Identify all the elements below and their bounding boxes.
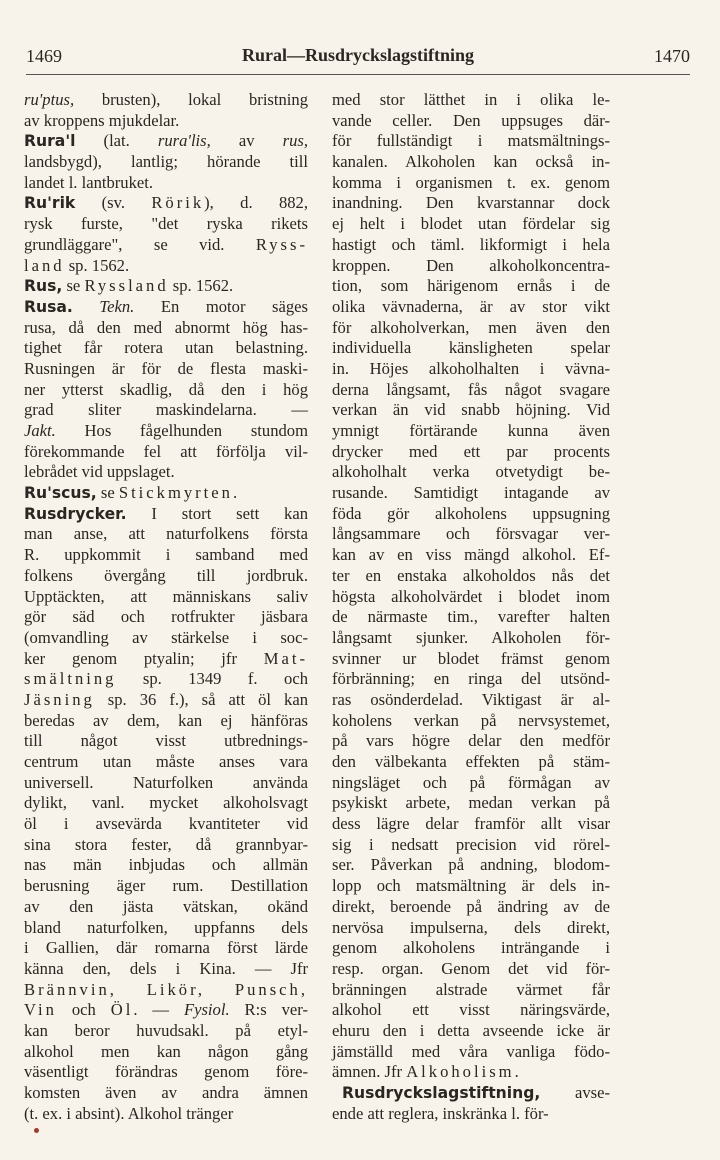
text-line xyxy=(24,297,308,318)
text-line xyxy=(24,214,308,235)
text-segment: landsbygd), lantlig; hörande till xyxy=(24,152,308,172)
text-line xyxy=(24,1042,308,1063)
text-line xyxy=(24,773,308,794)
text-line xyxy=(332,731,610,752)
text-segment: berusning äger rum. Destillation xyxy=(24,876,308,896)
text-segment: alkohol ett visst näringsvärde, xyxy=(332,1000,610,1020)
text-segment: universell. Naturfolken använda xyxy=(24,772,308,792)
text-segment: dylikt, vanl. mycket alkoholsvagt xyxy=(24,793,308,813)
text-segment: högsta alkoholvärdet i blodet inom xyxy=(332,586,610,606)
text-line xyxy=(24,442,308,463)
text-segment: vande celler. Den uppsuges där- xyxy=(332,110,610,130)
text-line xyxy=(332,524,610,545)
text-line xyxy=(332,649,610,670)
text-line xyxy=(332,1021,610,1042)
text-line xyxy=(24,752,308,773)
text-segment: centrum utan måste anses vara xyxy=(24,752,308,771)
ink-dot xyxy=(34,1128,39,1133)
text-segment: väsentligt förändras genom före- xyxy=(24,1062,308,1082)
text-line xyxy=(24,380,308,401)
text-line xyxy=(24,359,308,380)
text-line xyxy=(24,628,308,649)
text-segment: . — xyxy=(133,1000,184,1020)
left-column xyxy=(24,90,308,1124)
text-line xyxy=(24,876,308,897)
text-segment: ru'ptus, xyxy=(24,90,75,109)
text-line xyxy=(332,1083,610,1104)
text-line xyxy=(24,980,308,1001)
text-line xyxy=(332,297,610,318)
text-segment: brusten), lokal bristning xyxy=(74,90,308,109)
text-line xyxy=(24,855,308,876)
text-line xyxy=(332,1062,610,1083)
text-line xyxy=(24,690,308,711)
text-segment: av den jästa vätskan, okänd xyxy=(24,896,308,916)
text-line xyxy=(24,814,308,835)
text-line xyxy=(332,628,610,649)
text-line xyxy=(24,607,308,628)
text-line xyxy=(332,173,610,194)
text-segment: tighet får rotera utan belastning. xyxy=(24,338,308,358)
text-line xyxy=(332,711,610,732)
text-line xyxy=(332,607,610,628)
text-line xyxy=(24,400,308,421)
text-segment: långsammare och försvagar ver- xyxy=(332,524,610,544)
text-line xyxy=(24,1083,308,1104)
text-line xyxy=(24,338,308,359)
text-segment: öl i avsevärda kvantiteter vid xyxy=(24,814,308,834)
text-line xyxy=(332,380,610,401)
text-segment: Vin xyxy=(24,1000,57,1020)
text-segment: de närmaste tim., varefter halten xyxy=(332,607,610,627)
text-segment: (lat. xyxy=(75,131,158,151)
text-segment: Hos fågelhunden stundom xyxy=(55,421,308,440)
entry-headword: Rusdrycker. xyxy=(24,504,127,523)
text-segment: psykiskt arbete, medan verkan på xyxy=(332,793,610,813)
entry-headword: Rus, xyxy=(24,277,63,296)
text-segment: nervösa impulserna, dels direkt, xyxy=(332,917,610,937)
text-segment: verkan än vid snabb höjning. Vid xyxy=(332,400,610,420)
text-segment: den välbekanta effekten på stäm- xyxy=(332,752,610,771)
text-line xyxy=(24,131,308,152)
text-line xyxy=(332,504,610,525)
text-segment: Upptäckten, att människans saliv xyxy=(24,586,308,606)
text-line xyxy=(332,918,610,939)
text-segment: Rörik xyxy=(151,193,205,213)
text-line xyxy=(332,235,610,256)
text-line xyxy=(332,855,610,876)
text-segment: dess lägre delar framför allt visar xyxy=(332,814,610,834)
text-segment: föda gör alkoholens uppsugning xyxy=(332,503,610,523)
text-line xyxy=(332,318,610,339)
text-segment: kan beror huvudsakl. på etyl- xyxy=(24,1020,308,1040)
text-segment: komma i organismen t. ex. genom xyxy=(332,172,610,192)
text-segment: Brännvin, Likör, Punsch, xyxy=(24,979,308,999)
running-title: Rural—Rusdryckslagstiftning xyxy=(241,45,475,65)
entry-headword: Rusdryckslagstiftning, xyxy=(342,1084,541,1102)
text-line xyxy=(332,669,610,690)
text-line xyxy=(24,897,308,918)
text-line xyxy=(24,587,308,608)
text-segment: hastigt och täml. likformigt i hela xyxy=(332,234,610,254)
text-line xyxy=(24,1104,308,1125)
text-line xyxy=(24,462,308,483)
text-line xyxy=(332,814,610,835)
text-segment: drycker med ett par procents xyxy=(332,441,610,461)
text-segment: grundläggare", se vid. xyxy=(24,234,256,254)
text-segment: ser. Påverkan på andning, blodom- xyxy=(332,855,610,875)
text-line xyxy=(24,566,308,587)
text-segment: rysk furste, "det ryska rikets xyxy=(24,214,308,234)
text-line xyxy=(332,152,610,173)
text-line xyxy=(24,649,308,670)
text-line xyxy=(332,256,610,277)
text-line xyxy=(24,90,308,111)
text-segment: koholens verkan på nervsystemet, xyxy=(332,710,610,730)
text-segment: ras osönderdelad. Viktigast är al- xyxy=(332,689,610,709)
text-segment: av kroppens mjukdelar. xyxy=(24,110,180,130)
text-segment: ker genom ptyalin; jfr xyxy=(24,648,264,668)
text-line xyxy=(24,504,308,525)
text-line xyxy=(24,1000,308,1021)
text-line xyxy=(332,359,610,380)
text-segment: ningsläget och på förmågan av xyxy=(332,772,610,792)
text-line xyxy=(332,276,610,297)
text-line xyxy=(24,835,308,856)
text-line xyxy=(332,959,610,980)
text-line xyxy=(332,690,610,711)
text-line xyxy=(332,111,610,132)
text-segment: smältning xyxy=(24,669,117,689)
text-segment: Jakt. xyxy=(24,421,56,440)
text-line xyxy=(332,90,610,111)
text-line xyxy=(332,897,610,918)
text-line xyxy=(332,566,610,587)
text-segment: långsamt sjunker. Alkoholen för- xyxy=(332,627,610,647)
text-segment: land xyxy=(24,255,65,275)
right-column xyxy=(332,90,610,1124)
text-segment: sig i nedsatt precision vid rörel- xyxy=(332,834,610,854)
entry-headword: Rura'l xyxy=(24,132,76,151)
text-line xyxy=(24,669,308,690)
text-line xyxy=(24,483,308,504)
text-line xyxy=(24,793,308,814)
text-line xyxy=(332,483,610,504)
text-line xyxy=(24,711,308,732)
text-line xyxy=(24,193,308,214)
text-line xyxy=(24,256,308,277)
text-line xyxy=(24,731,308,752)
text-line xyxy=(332,1104,610,1125)
text-line xyxy=(332,980,610,1001)
text-line xyxy=(332,1000,610,1021)
text-segment: man anse, att naturfolkens första xyxy=(24,524,308,544)
text-segment: genom alkoholens inträngande i xyxy=(332,938,610,958)
text-line xyxy=(332,773,610,794)
text-segment: förbränning; en ringa del utsönd- xyxy=(332,669,610,689)
text-segment: in. Höjes alkoholhalten i vävna- xyxy=(332,358,610,378)
text-segment: komsten även av andra ämnen xyxy=(24,1083,308,1102)
text-segment: Stickmyrten xyxy=(118,483,233,503)
text-segment: på vars högre delar den medför xyxy=(332,731,610,751)
text-segment: ), d. 882, xyxy=(204,193,308,213)
text-line xyxy=(24,152,308,173)
text-segment: grad sliter maskindelarna. — xyxy=(24,400,308,420)
text-line xyxy=(24,318,308,339)
text-line xyxy=(332,587,610,608)
text-line xyxy=(24,1021,308,1042)
text-segment: kan av en viss mängd alkohol. Ef- xyxy=(332,545,610,565)
text-line xyxy=(24,173,308,194)
text-segment: (t. ex. i absint). Alkohol tränger xyxy=(24,1103,234,1123)
text-line xyxy=(24,1062,308,1083)
text-segment: bränningen alstrade värmet får xyxy=(332,979,610,999)
text-segment: med stor lätthet in i olika le- xyxy=(332,90,610,109)
text-segment: R. uppkommit i samband med xyxy=(24,545,308,565)
text-line xyxy=(332,400,610,421)
text-segment: rura'lis, xyxy=(157,131,211,151)
text-segment: och xyxy=(56,1000,111,1020)
text-line xyxy=(24,235,308,256)
text-segment: Ryss- xyxy=(255,234,308,254)
text-segment: individuella känsligheten spelar xyxy=(332,338,610,358)
text-segment: för fullständigt i matsmältnings- xyxy=(332,131,610,151)
text-segment: se xyxy=(96,483,119,503)
entry-headword: Ru'scus, xyxy=(24,484,97,503)
entry-headword: Ru'rik xyxy=(24,194,76,213)
text-segment: (omvandling av stärkelse i soc- xyxy=(24,627,308,647)
text-segment: jämställd med våra vanliga födo- xyxy=(332,1041,610,1061)
text-line xyxy=(24,524,308,545)
text-segment: sp. 36 f.), så att öl kan xyxy=(94,689,308,709)
text-line xyxy=(24,938,308,959)
text-segment xyxy=(73,297,100,316)
text-segment: (sv. xyxy=(75,193,152,213)
text-line xyxy=(24,545,308,566)
text-segment: derna långsamt, fås något svagare xyxy=(332,379,610,399)
text-line xyxy=(332,462,610,483)
text-line xyxy=(332,876,610,897)
text-segment: sp. 1562. xyxy=(64,255,130,275)
text-segment: olika vävnaderna, är av stor vikt xyxy=(332,296,610,316)
text-segment: förekommande fel att förfölja vil- xyxy=(24,441,308,461)
text-segment: lopp och matsmältning är dels in- xyxy=(332,876,610,896)
text-line xyxy=(24,276,308,297)
text-segment: se xyxy=(62,276,85,296)
text-segment: ner ytterst skadlig, då den i hög xyxy=(24,379,308,399)
text-line xyxy=(332,338,610,359)
text-segment: ehuru den i detta avseende icke är xyxy=(332,1020,610,1040)
text-segment: Ryssland xyxy=(84,276,169,296)
text-segment: ämnen. Jfr xyxy=(332,1062,407,1082)
text-segment: inandning. Den kvarstannar dock xyxy=(332,193,610,213)
running-header xyxy=(26,44,690,75)
text-segment: beredas av dem, kan ej hänföras xyxy=(24,710,308,730)
text-segment: av xyxy=(210,131,283,151)
text-line xyxy=(332,442,610,463)
page-number-left: 1469 xyxy=(26,46,62,66)
text-segment: kroppen. Den alkoholkoncentra- xyxy=(332,255,610,275)
text-segment: ter en enstaka alkoholdos nås det xyxy=(332,565,610,585)
text-line xyxy=(332,214,610,235)
text-line xyxy=(332,793,610,814)
text-segment: sp. 1349 f. och xyxy=(116,669,308,689)
text-segment: kanalen. Alkoholen kan också in- xyxy=(332,152,610,172)
text-segment: resp. organ. Genom det vid för- xyxy=(332,958,610,978)
text-line xyxy=(332,193,610,214)
text-segment: Mat- xyxy=(263,648,308,668)
text-segment: Fysiol. xyxy=(183,1000,230,1020)
text-segment: rusande. Samtidigt intagande av xyxy=(332,483,610,503)
text-line xyxy=(332,545,610,566)
entry-headword: Rusa. xyxy=(24,297,73,316)
text-segment: lebrådet vid uppslaget. xyxy=(24,462,175,482)
text-segment: för alkoholverkan, men även den xyxy=(332,317,610,337)
text-segment: direkt, beroende på ändring av de xyxy=(332,896,610,916)
text-segment: landet l. lantbruket. xyxy=(24,172,154,192)
text-segment: folkens övergång till jordbruk. xyxy=(24,565,308,585)
text-segment: tion, som härigenom ernås i de xyxy=(332,276,610,296)
text-segment: sp. 1562. xyxy=(168,276,234,296)
text-line xyxy=(332,938,610,959)
text-segment: . xyxy=(514,1062,519,1082)
text-segment: Jäsning xyxy=(24,689,95,709)
text-segment: Tekn. xyxy=(99,296,135,316)
text-segment: Alkoholism xyxy=(406,1062,515,1082)
text-segment: bland naturfolken, uppfanns dels xyxy=(24,917,308,937)
text-segment: till något visst utbrednings- xyxy=(24,731,308,751)
text-segment: svinner ur blodet främst genom xyxy=(332,648,610,668)
text-line xyxy=(332,131,610,152)
text-line xyxy=(24,959,308,980)
text-line xyxy=(24,421,308,442)
text-segment: nas män inbjudas och allmän xyxy=(24,855,308,875)
text-line xyxy=(332,421,610,442)
text-segment: ej helt i blodet utan fördelar sig xyxy=(332,214,610,234)
text-segment: rus, xyxy=(282,131,308,151)
text-segment: i Gallien, där romarna först lärde xyxy=(24,938,308,958)
text-line xyxy=(24,111,308,132)
text-segment: ende att reglera, inskränka l. för- xyxy=(332,1103,549,1123)
text-segment: alkoholhalt verka otvetydigt be- xyxy=(332,462,610,482)
text-segment: avse- xyxy=(540,1083,610,1102)
text-line xyxy=(332,752,610,773)
text-line xyxy=(332,835,610,856)
text-segment: I stort sett kan xyxy=(126,503,308,523)
text-segment: R:s ver- xyxy=(229,1000,308,1020)
text-segment: Rusningen är för de flesta maski- xyxy=(24,358,308,378)
page-number-right: 1470 xyxy=(654,46,690,66)
text-segment: ymnigt förtärande kunna även xyxy=(332,421,610,440)
text-segment: . xyxy=(232,483,238,503)
text-segment: En motor säges xyxy=(134,296,308,316)
text-line xyxy=(24,918,308,939)
text-segment: Öl xyxy=(110,1000,134,1020)
text-segment: sina stora fester, då grannbyar- xyxy=(24,834,308,854)
text-segment: rusa, då den med abnormt hög has- xyxy=(24,317,308,337)
text-segment: gör säd och rotfrukter jäsbara xyxy=(24,607,308,627)
text-segment: alkohol men kan någon gång xyxy=(24,1041,308,1061)
text-line xyxy=(332,1042,610,1063)
text-segment: känna den, dels i Kina. — Jfr xyxy=(24,958,308,978)
